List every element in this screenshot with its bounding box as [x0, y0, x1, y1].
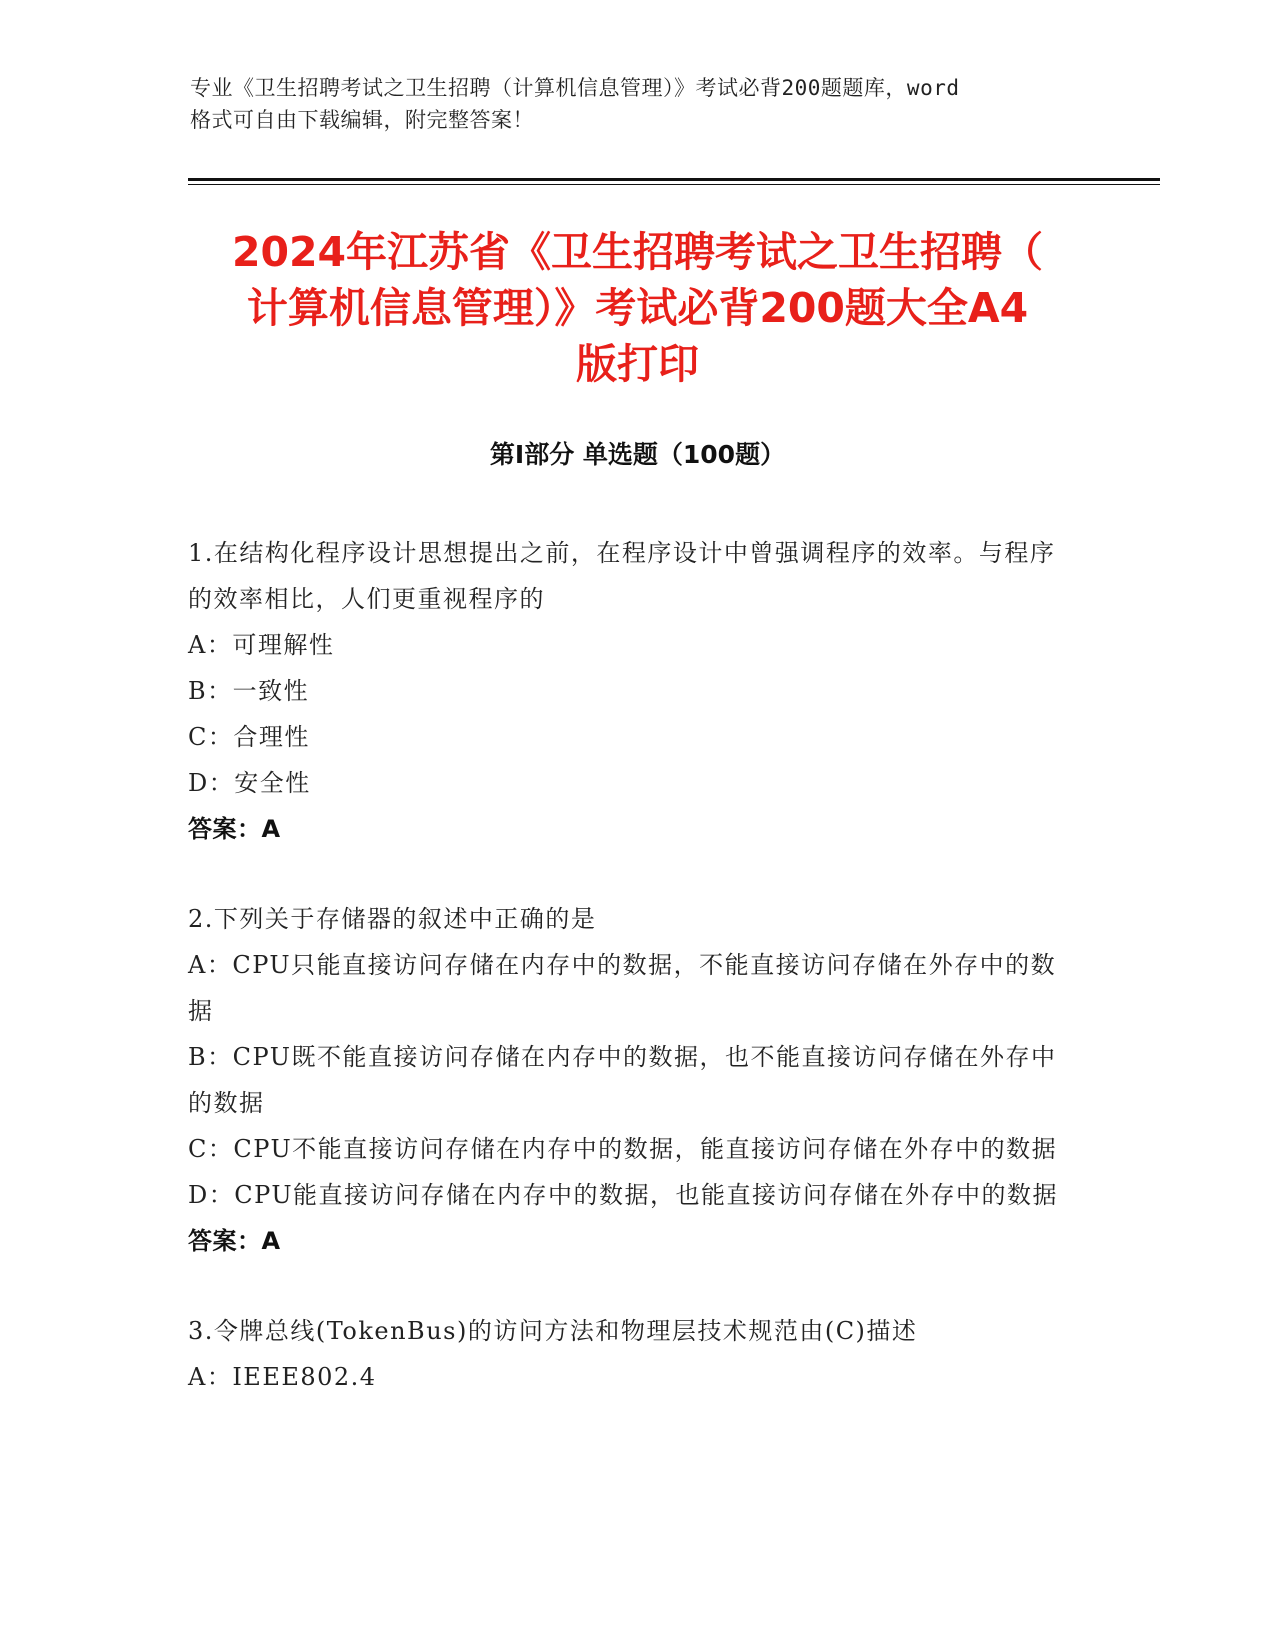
question-1 — [188, 530, 1068, 852]
option-c: C：CPU不能直接访问存储在内存中的数据，能直接访问存储在外存中的数据 — [188, 1135, 1058, 1163]
option-d: D：安全性 — [188, 769, 311, 797]
option-a: A：IEEE802.4 — [188, 1363, 377, 1391]
header-divider-thick — [188, 178, 1160, 181]
question-stem: 3.令牌总线(TokenBus)的访问方法和物理层技术规范由(C)描述 — [188, 1317, 918, 1345]
header-note-line-2: 格式可自由下载编辑，附完整答案！ — [190, 108, 534, 132]
header-note — [190, 72, 1090, 136]
option-b: B：一致性 — [188, 677, 310, 705]
document-title-line-2: 计算机信息管理）》考试必背200题大全A4 — [246, 284, 1029, 332]
section-title: 第Ⅰ部分 单选题（100题） — [489, 440, 786, 469]
answer-label: 答案：A — [188, 1227, 281, 1255]
option-b: B：CPU既不能直接访问存储在内存中的数据，也不能直接访问存储在外存中的数据 — [188, 1043, 1057, 1117]
document-title-line-3: 版打印 — [576, 340, 699, 388]
header-divider-thin — [188, 184, 1160, 185]
option-d: D：CPU能直接访问存储在内存中的数据，也能直接访问存储在外存中的数据 — [188, 1181, 1059, 1209]
option-c: C：合理性 — [188, 723, 310, 751]
header-note-line-1: 专业《卫生招聘考试之卫生招聘（计算机信息管理）》考试必背200题题库，word — [190, 76, 960, 100]
answer-label: 答案：A — [188, 815, 281, 843]
question-list — [188, 530, 1068, 1444]
question-stem: 1.在结构化程序设计思想提出之前，在程序设计中曾强调程序的效率。与程序的效率相比，人们更重视程序的 — [188, 539, 1056, 613]
question-2 — [188, 896, 1068, 1264]
question-3 — [188, 1308, 1068, 1400]
document-title-line-1: 2024年江苏省《卫生招聘考试之卫生招聘（ — [231, 228, 1044, 276]
option-a: A：可理解性 — [188, 631, 335, 659]
option-a: A：CPU只能直接访问存储在内存中的数据，不能直接访问存储在外存中的数据 — [188, 951, 1057, 1025]
question-stem: 2.下列关于存储器的叙述中正确的是 — [188, 905, 597, 933]
document-title — [140, 224, 1135, 392]
